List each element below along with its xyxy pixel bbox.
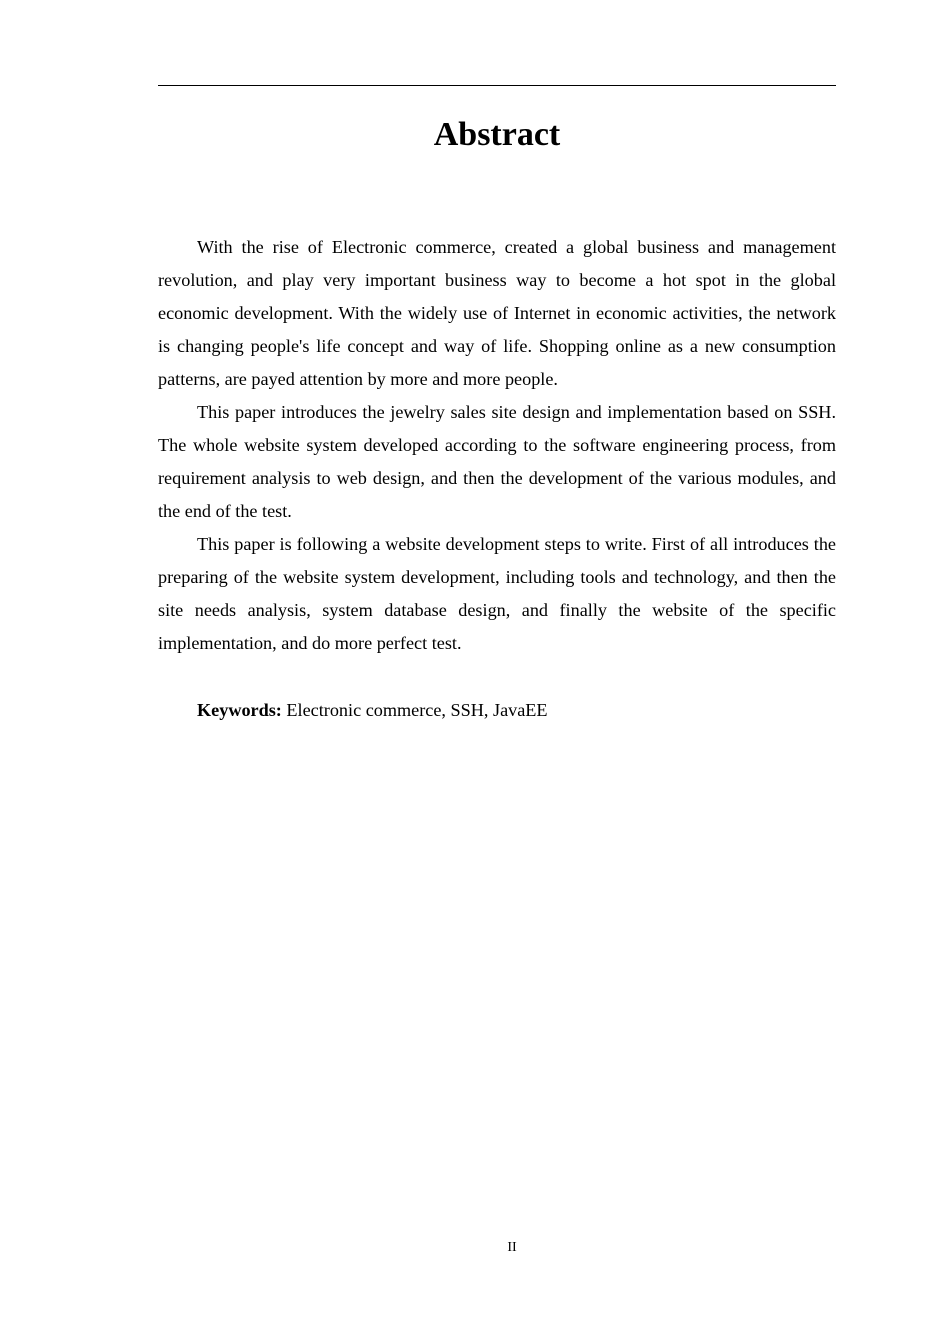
page-title: Abstract	[433, 116, 561, 153]
keywords-value: Electronic commerce, SSH, JavaEE	[281, 700, 548, 720]
abstract-paragraph: This paper introduces the jewelry sales site design and implementation based on SSH. The whole website system developed according to the software engineering process, from requirement analysis to web design, and then the development of the various modules, and the end of the test.	[158, 402, 836, 521]
header-rule	[158, 85, 836, 86]
keywords-line	[158, 694, 836, 727]
abstract-paragraph: This paper is following a website development steps to write. First of all introduces the preparing of the website system development, including tools and technology, and then the site needs analysis, system database design, and finally the website of the specific implementation, and do more perfect test.	[158, 534, 836, 653]
keywords-label: Keywords:	[197, 700, 282, 720]
abstract-body	[158, 231, 836, 660]
page-number: II	[507, 1240, 517, 1255]
abstract-paragraph: With the rise of Electronic commerce, created a global business and management revolution, and play very important business way to become a hot spot in the global economic development. With the widely use of Internet in economic activities, the network is changing people's life concept and way of life. Shopping online as a new consumption patterns, are payed attention by more and more people.	[158, 237, 836, 389]
